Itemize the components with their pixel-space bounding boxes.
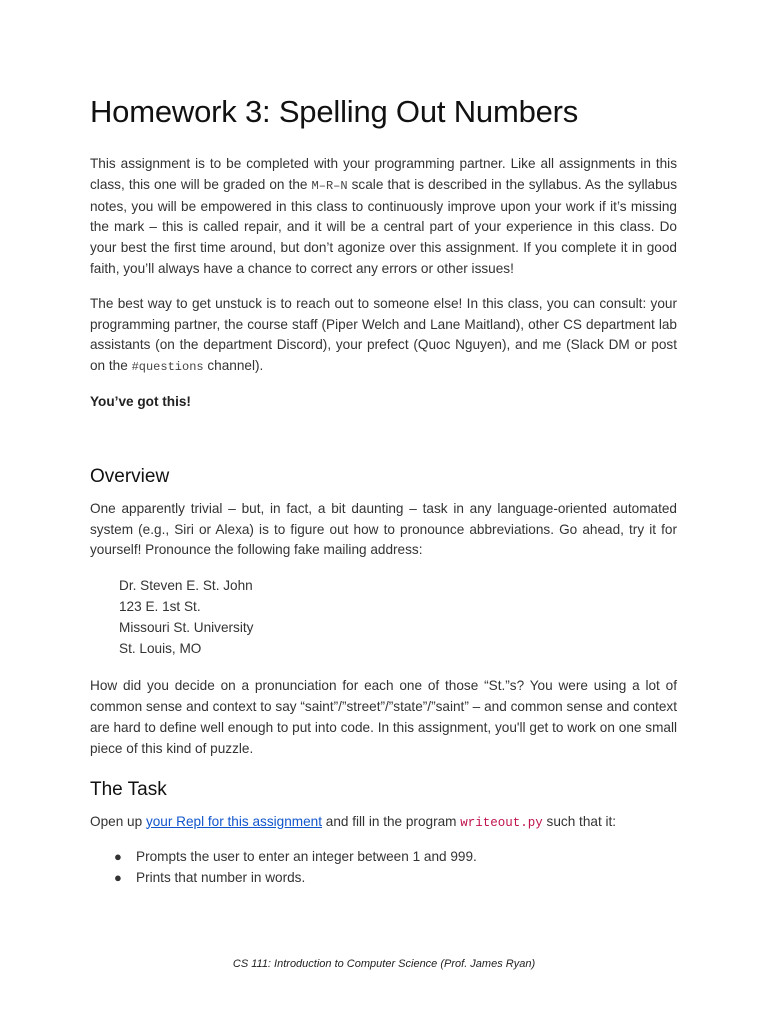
task-paragraph	[90, 812, 677, 834]
list-item-text: Prompts the user to enter an integer between 1 and 999.	[136, 849, 477, 865]
intro-text-1b: scale that is described in the syllabus. As the syllabus notes, you will be empowered in this class to continuously improve upon your work if it’s missing the mark – this is called repair, and it will be a central part of your experience in this class. Do your best the first time around, but don’t agonize over this assignment. If you complete it in good faith, you’ll always have a chance to correct any errors or other issues!	[90, 176, 677, 276]
address-line: 123 E. 1st St.	[119, 598, 201, 614]
intro-paragraph-1	[90, 154, 677, 280]
encouragement-text: You’ve got this!	[90, 393, 191, 409]
address-line: Missouri St. University	[119, 619, 254, 635]
document-content	[90, 92, 677, 889]
intro-text-2a: The best way to get unstuck is to reach out to someone else! In this class, you can consult: your programming partner, the course staff (Piper Welch and Lane Maitland), other CS department lab assistants (on the department Discord), your prefect (Quoc Nguyen), and me (Slack DM or post on the	[90, 295, 677, 374]
list-item	[90, 868, 677, 889]
task-text-a: Open up	[90, 813, 146, 829]
overview-heading: Overview	[90, 465, 170, 487]
writeout-filename-code: writeout.py	[460, 815, 543, 830]
list-item-text: Prints that number in words.	[136, 870, 306, 886]
task-text-b: and fill in the program	[321, 813, 461, 829]
intro-text-2b: channel).	[203, 358, 264, 374]
intro-paragraph-2	[90, 294, 677, 378]
bullet-icon: ●	[114, 849, 122, 865]
task-heading: The Task	[90, 778, 167, 800]
grading-scale-code: M–R–N	[311, 178, 348, 193]
mailing-address	[119, 576, 677, 659]
bullet-icon: ●	[114, 870, 122, 886]
page-title: Homework 3: Spelling Out Numbers	[90, 94, 579, 129]
task-text-c: such that it:	[542, 813, 617, 829]
list-item	[90, 847, 677, 868]
page-footer: CS 111: Introduction to Computer Science (Prof. James Ryan)	[232, 958, 536, 970]
overview-paragraph-2: How did you decide on a pronunciation for each one of those “St.”s? You were using a lot of common sense and context to say “saint”/”street”/”state”/”saint” – and common sense and context are hard to define well enough to put into code. In this assignment, you'll get to work on one small piece of this kind of puzzle.	[90, 678, 677, 756]
address-line: St. Louis, MO	[119, 640, 202, 656]
overview-paragraph-1: One apparently trivial – but, in fact, a bit daunting – task in any language-oriented automated system (e.g., Siri or Alexa) is to figure out how to pronounce abbreviations. Go ahead, try it for yourself! Pronounce the following fake mailing address:	[90, 500, 677, 558]
task-list	[90, 847, 677, 889]
repl-link[interactable]: your Repl for this assignment	[145, 813, 322, 829]
address-line: Dr. Steven E. St. John	[119, 578, 253, 594]
intro-text-1a: This assignment is to be completed with your programming partner. Like all assignments in this class, this one will be graded on the	[90, 156, 677, 192]
questions-channel-code: #questions	[131, 360, 204, 375]
